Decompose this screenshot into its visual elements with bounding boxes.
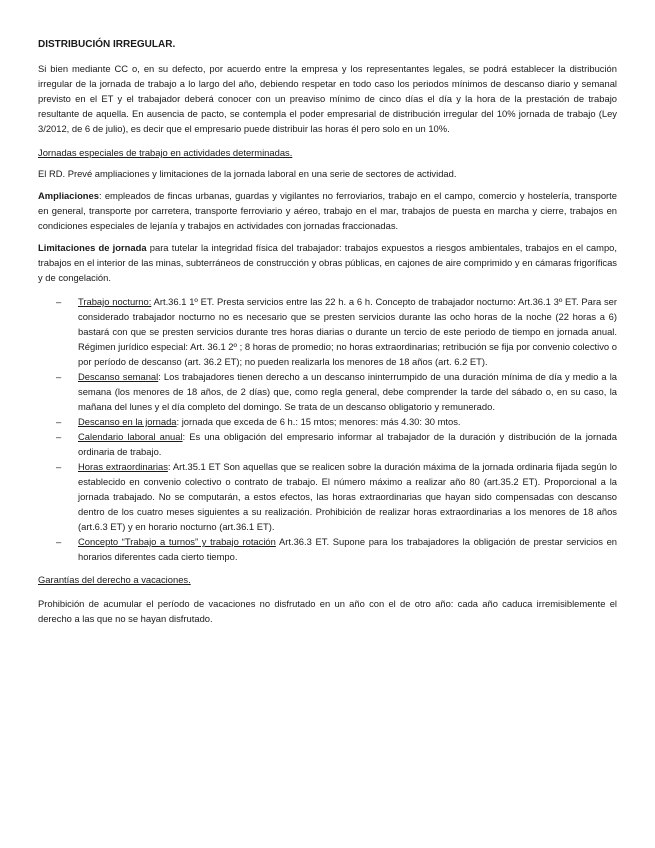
rd-paragraph: El RD. Prevé ampliaciones y limitaciones de la jornada laboral en una serie de sectores de actividad.: [38, 168, 457, 179]
section-heading-jornadas-especiales: Jornadas especiales de trabajo en actividades determinadas.: [38, 147, 293, 158]
list-item-text: : Los trabajadores tienen derecho a un descanso ininterrumpido de una duración mínima de día y medio a la semana (los menores de 18 años, de 2 días) que, como regla general, debe comprender la tarde del sábado o, en su caso, la mañana del lunes y el día completo del domingo. Se trata de un descanso obligatorio y remunerado.: [78, 371, 617, 412]
list-item-term: Concepto “Trabajo a turnos” y trabajo rotación: [78, 536, 276, 547]
special-jornada-list: [38, 294, 617, 564]
list-item-term: Trabajo nocturno:: [78, 296, 152, 307]
ampliaciones-label: Ampliaciones: [38, 190, 99, 201]
list-item-term: Descanso en la jornada: [78, 416, 177, 427]
limitaciones-paragraph: [38, 240, 617, 285]
list-item: [78, 459, 617, 534]
list-item-text: Art.36.3 ET. Supone para los trabajadores la obligación de prestar servicios en horarios diferentes cada cierto tiempo.: [78, 536, 617, 562]
list-item-text: : Es una obligación del empresario informar al trabajador de la duración y distribución de la jornada ordinaria de trabajo.: [78, 431, 617, 457]
list-item-term: Calendario laboral anual: [78, 431, 183, 442]
list-item-text: : jornada que exceda de 6 h.: 15 mtos; menores: más 4.30: 30 mtos.: [176, 416, 461, 427]
page-title: DISTRIBUCIÓN IRREGULAR.: [38, 39, 176, 50]
ampliaciones-paragraph: [38, 188, 617, 233]
limitaciones-label: Limitaciones de jornada: [38, 242, 147, 253]
list-item-term: Horas extraordinarias: [78, 461, 168, 472]
intro-paragraph: Si bien mediante CC o, en su defecto, por acuerdo entre la empresa y los representantes legales, se podrá establecer la distribución irregular de la jornada de trabajo a lo largo del año, debiendo respetar en todo caso los periodos mínimos de descanso diario y semanal previsto en el ET y el trabajador deberá conocer con un preaviso mínimo de cinco días el día y la hora de la prestación de trabajo resultante de aquella. En ausencia de pacto, se contempla el poder empresarial de distribución irregular del 10% jornada de trabajo (Ley 3/2012, de 6 de julio), es decir que el empresario puede distribuir las horas él pero solo en un 10%.: [38, 63, 617, 134]
vacaciones-paragraph: Prohibición de acumular el período de vacaciones no disfrutado en un año con el de otro año: cada año caduca irremisiblemente el derecho a las que no se hayan disfrutado.: [38, 598, 617, 624]
list-item: [78, 429, 617, 459]
list-item-text: Art.36.1 1º ET. Presta servicios entre las 22 h. a 6 h. Concepto de trabajador nocturno: Art.36.1 3º ET. Para ser considerado trabajador nocturno no es necesario que se presten servicios durante las ocho horas de la noche (22 horas a 6) bastará con que se presten servicios durante tres horas diarias o durante un tercio de este periodo de tiempo en jornada anual. Régimen jurídico especial: Art. 36.1 2º ; 8 horas de promedio; no horas extraordinarias; retribución se fija por convenio colectivo o por período de descanso (art. 36.2 ET); no pueden realizarla los menores de 18 años (art. 6.2 ET).: [78, 296, 617, 367]
list-item-term: Descanso semanal: [78, 371, 159, 382]
list-item: [78, 534, 617, 564]
list-item: [78, 369, 617, 414]
ampliaciones-text: : empleados de fincas urbanas, guardas y vigilantes no ferroviarios, trabajo en el campo, comercio y hostelería, transporte en general, transporte por carretera, transporte ferroviario y aéreo, trabajo en el mar, trabajos de puesta en marcha y cierre, trabajos en condiciones especiales de lejanía y trabajos en actividades con jornadas fraccionadas.: [38, 190, 617, 231]
list-item: [78, 294, 617, 369]
list-item-text: : Art.35.1 ET Son aquellas que se realicen sobre la duración máxima de la jornada ordinaria fijada según lo establecido en convenio colectivo o contrato de trabajo. El número máximo a realizar año 80 (art.35.2 ET). Proporcional a la jornada trabajado. No se computarán, a estos efectos, las horas extraordinarias que hayan sido compensadas con descanso dentro de los cuatro meses siguientes a su realización. Prohibición de realizar horas extraordinarias a los menores de 18 años (art.6.3 ET) y en horario nocturno (art.36.1 ET).: [78, 461, 617, 532]
limitaciones-text: para tutelar la integridad física del trabajador: trabajos expuestos a riesgos ambientales, trabajos en el campo, trabajos en el interior de las minas, subterráneos de construcción y obras públicas, en cajones de aire comprimido y en cámaras frigoríficas y de congelación.: [38, 242, 617, 283]
section-heading-vacaciones: Garantías del derecho a vacaciones.: [38, 574, 191, 585]
list-item: [78, 414, 617, 429]
